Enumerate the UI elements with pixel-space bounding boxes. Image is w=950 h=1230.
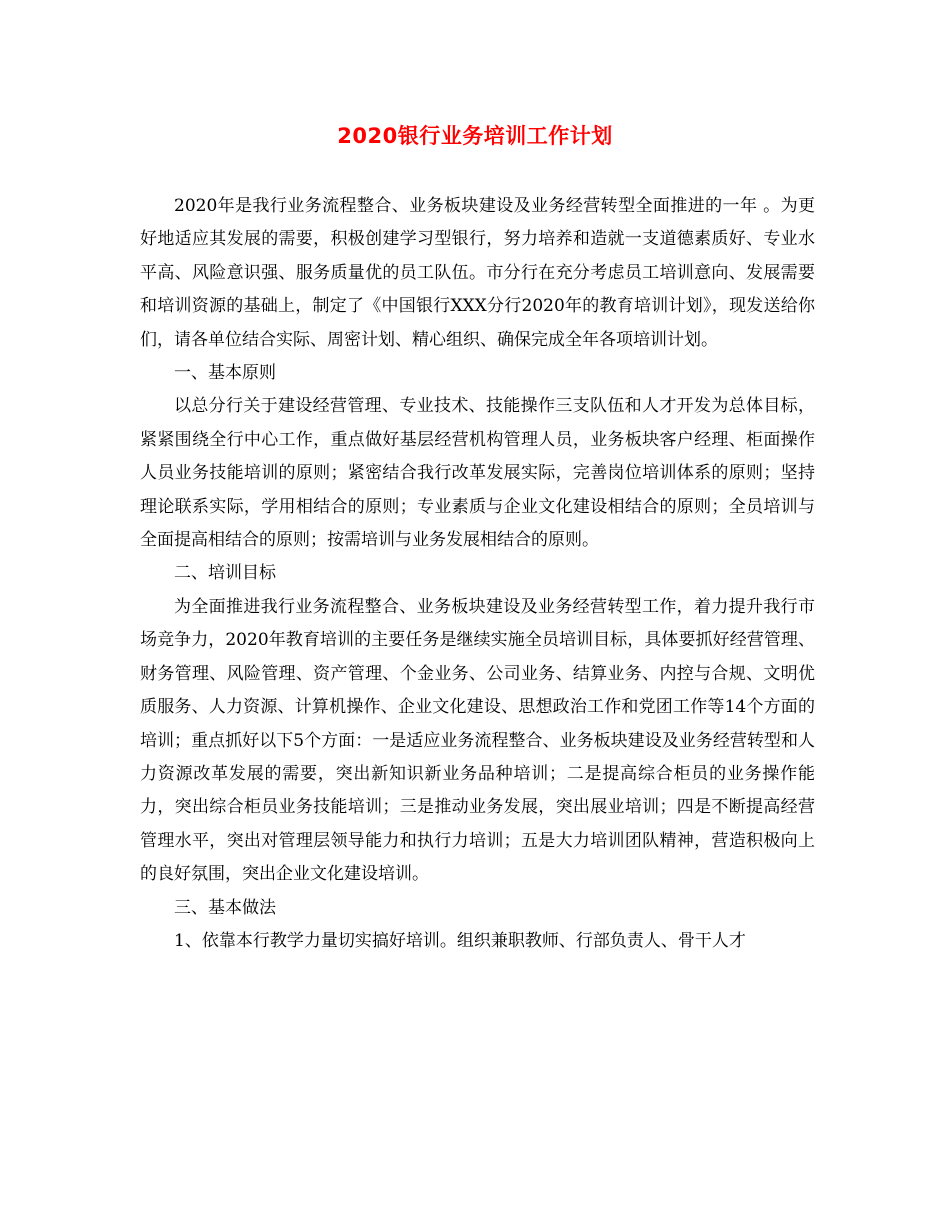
- document-title: 2020银行业务培训工作计划: [337, 124, 613, 148]
- section-heading-methods: 三、基本做法: [174, 897, 276, 918]
- section-heading-goals: 二、培训目标: [174, 563, 276, 584]
- goals-paragraph: 为全面推进我行业务流程整合、业务板块建设及业务经营转型工作，着力提升我行市场竞争力，2020年教育培训的主要任务是继续实施全员培训目标，具体要抓好经营管理、财务管理、风险管理、资产管理、个金业务、公司业务、结算业务、内控与合规、文明优质服务、人力资源、计算机操作、企业文化建设、思想政治工作和党团工作等14个方面的培训；重点抓好以下5个方面：一是适应业务流程整合、业务板块建设及业务经营转型和人力资源改革发展的需要，突出新知识新业务品种培训；二是提高综合柜员的业务操作能力，突出综合柜员业务技能培训；三是推动业务发展，突出展业培训；四是不断提高经营管理水平，突出对管理层领导能力和执行力培训；五是大力培训团队精神，营造积极向上的良好氛围，突出企业文化建设培训。: [140, 596, 815, 885]
- section-heading-principles: 一、基本原则: [174, 363, 276, 384]
- methods-item-1: 1、依靠本行教学力量切实搞好培训。组织兼职教师、行部负责人、骨干人才: [174, 930, 746, 951]
- intro-paragraph: 2020年是我行业务流程整合、业务板块建设及业务经营转型全面推进的一年 。为更好地适应其发展的需要，积极创建学习型银行，努力培养和造就一支道德素质好、专业水平高、风险意识强、服务质量优的员工队伍。市分行在充分考虑员工培训意向、发展需要和培训资源的基础上，制定了《中国银行XXX分行2020年的教育培训计划》，现发送给你们，请各单位结合实际、周密计划、精心组织、确保完成全年各项培训计划。: [140, 196, 815, 350]
- document-body: [140, 190, 815, 958]
- principles-paragraph: 以总分行关于建设经营管理、专业技术、技能操作三支队伍和人才开发为总体目标，紧紧围绕全行中心工作，重点做好基层经营机构管理人员，业务板块客户经理、柜面操作人员业务技能培训的原则；紧密结合我行改革发展实际，完善岗位培训体系的原则；坚持理论联系实际，学用相结合的原则；专业素质与企业文化建设相结合的原则；全员培训与全面提高相结合的原则；按需培训与业务发展相结合的原则。: [140, 396, 815, 551]
